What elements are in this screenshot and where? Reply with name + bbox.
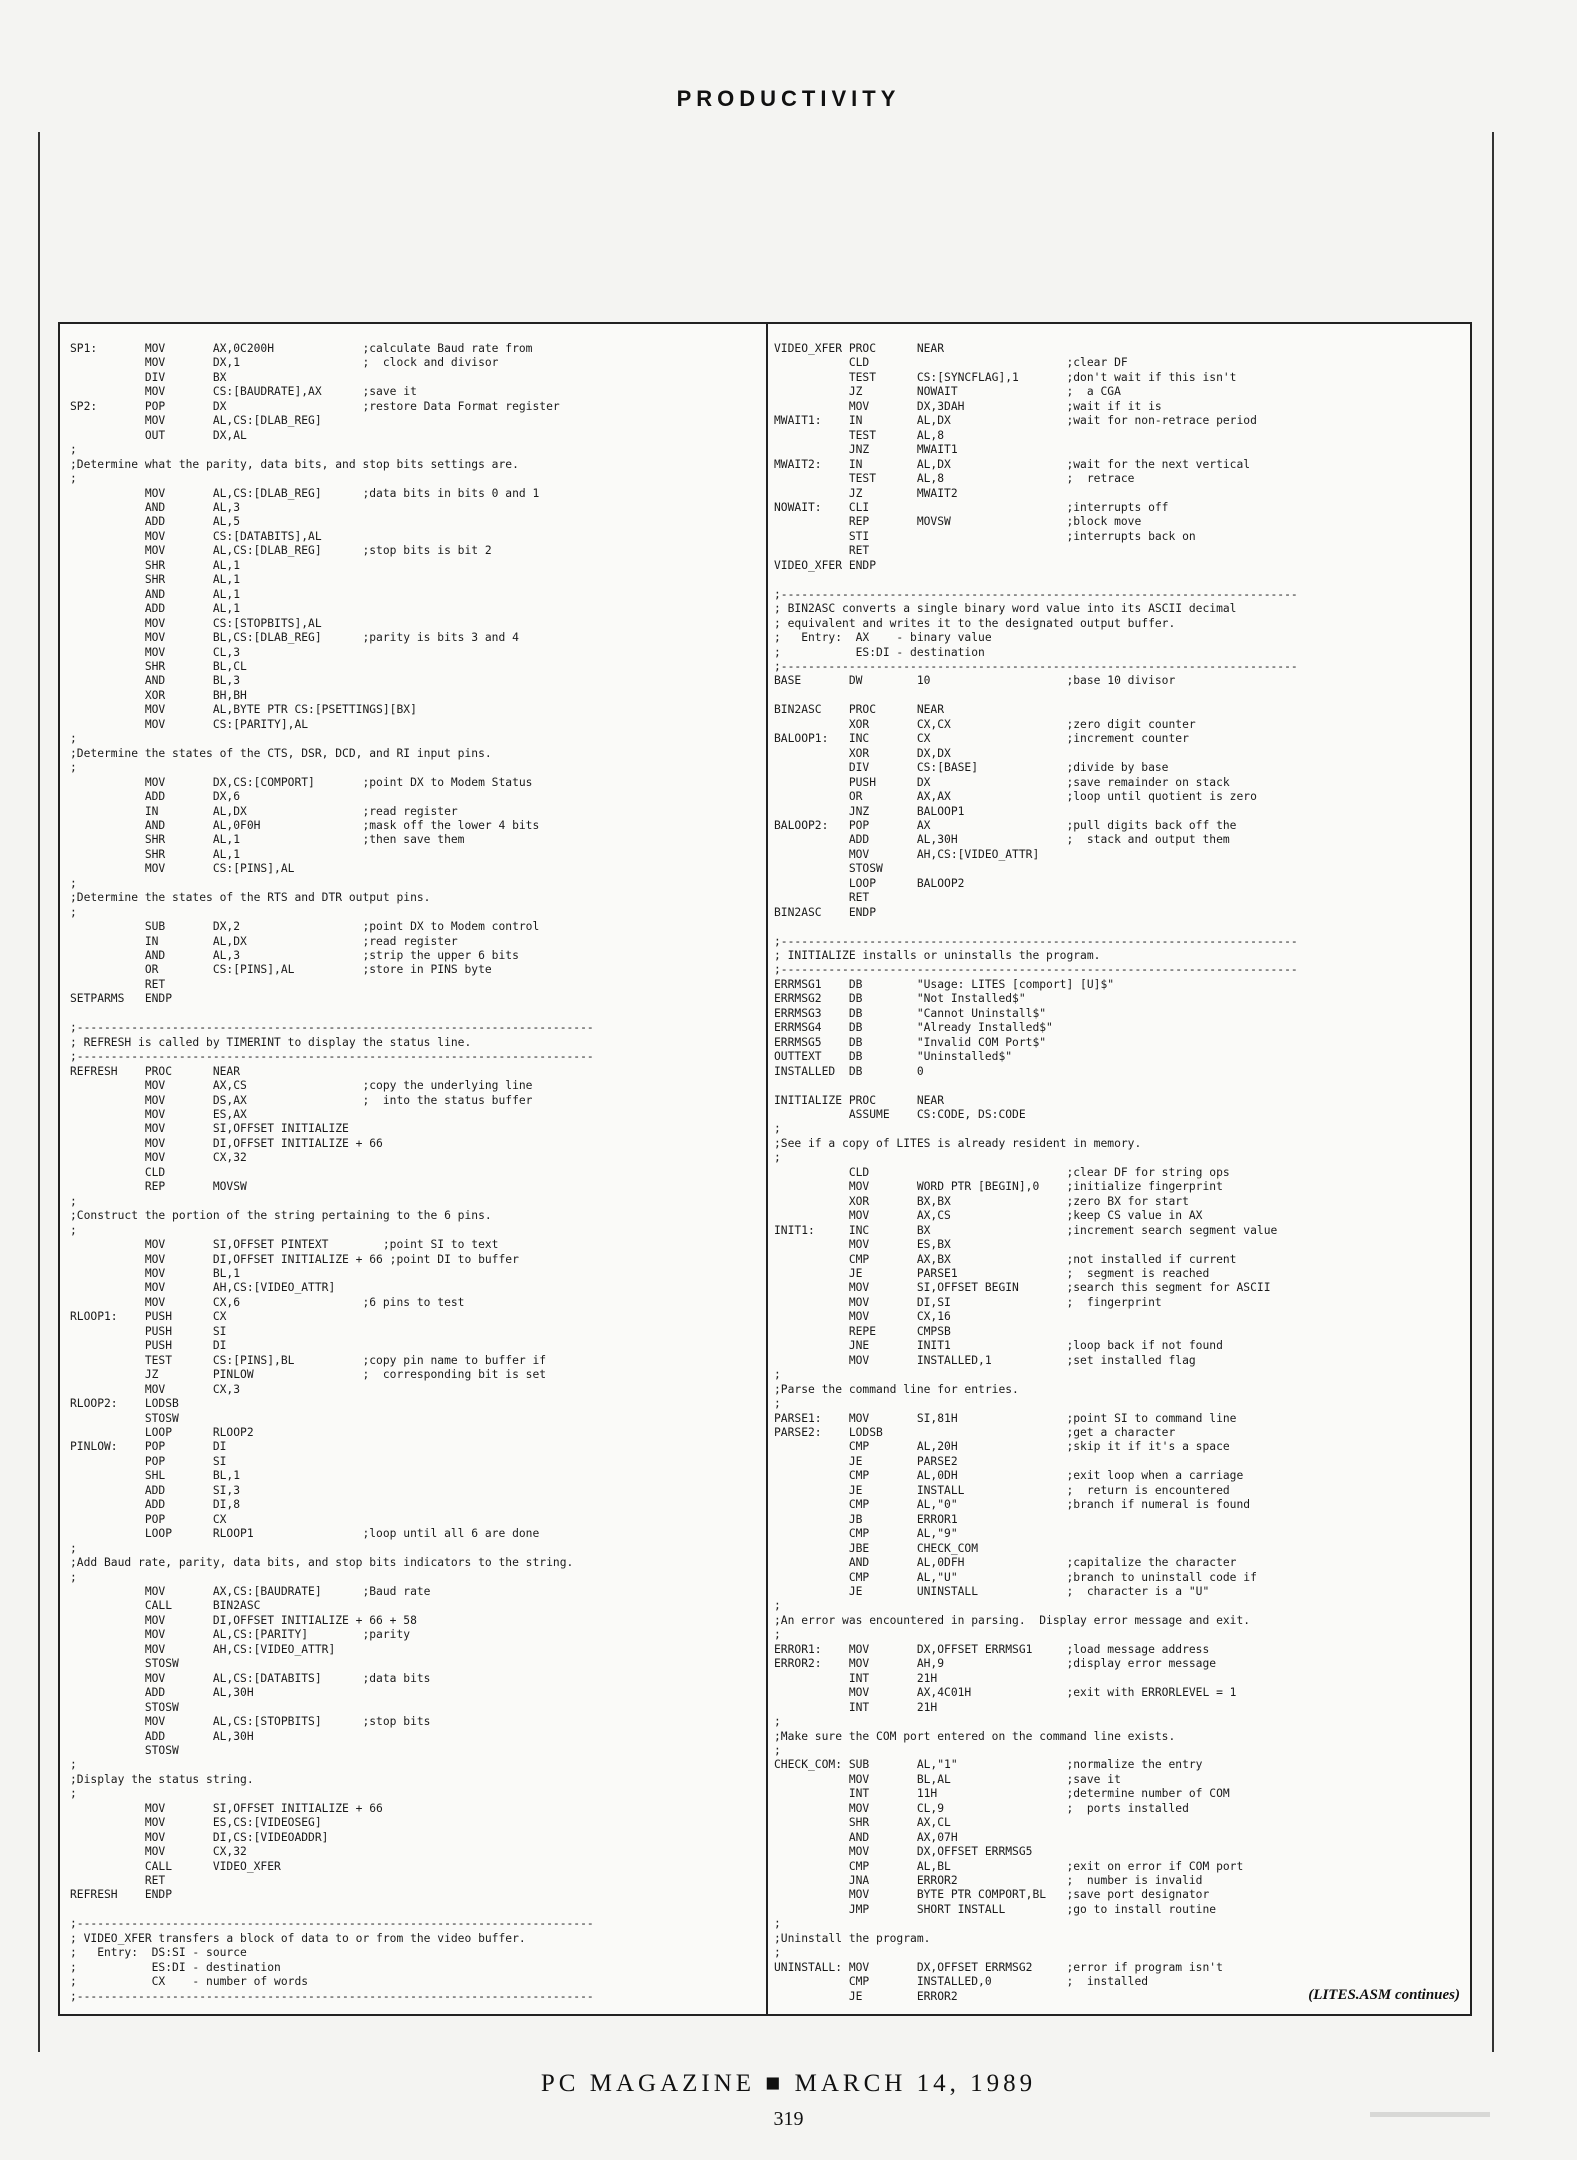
section-header: PRODUCTIVITY bbox=[676, 86, 901, 111]
assembly-code-right: VIDEO_XFER PROC NEAR CLD ;clear DF TEST CS:[SYNCFLAG],1 ;don't wait if this isn't JZ NOWAIT ; a CGA MOV DX,3DAH ;wait if it is MWAIT1: IN AL,DX ;wait for non-retrace period TEST AL,8 JNZ MWAIT1 MWAIT2: IN AL,DX ;wait for the next vertical TEST AL,8 ; retrace JZ MWAIT2 NOWAIT: CLI ;interrupts off REP MOVSW ;block move STI ;interrupts back on RET VIDEO_XFER ENDP ;---------------------------------------------------------------------------- ; BIN2ASC converts a single binary word value into its ASCII decimal ; equivalent and writes it to the designated output buffer. ; Entry: AX - binary value ; ES:DI - destination ;---------------------------------------------------------------------------- BASE DW 10 ;base 10 divisor BIN2ASC PROC NEAR XOR CX,CX ;zero digit counter BALOOP1: INC CX ;increment counter XOR DX,DX DIV CS:[BASE] ;divide by base PUSH DX ;save remainder on stack OR AX,AX ;loop until quotient is zero JNZ BALOOP1 BALOOP2: POP AX ;pull digits back off the ADD AL,30H ; stack and output them MOV AH,CS:[VIDEO_ATTR] STOSW LOOP BALOOP2 RET BIN2ASC ENDP ;---------------------------------------------------------------------------- ; INITIALIZE installs or uninstalls the program. ;---------------------------------------------------------------------------- ERRMSG1 DB "Usage: LITES [comport] [U]$" ERRMSG2 DB "Not Installed$" ERRMSG3 DB "Cannot Uninstall$" ERRMSG4 DB "Already Installed$" ERRMSG5 DB "Invalid COM Port$" OUTTEXT DB "Uninstalled$" INSTALLED DB 0 INITIALIZE PROC NEAR ASSUME CS:CODE, DS:CODE ; ;See if a copy of LITES is already resident in memory. ; CLD ;clear DF for string ops MOV WORD PTR [BEGIN],0 ;initialize fingerprint XOR BX,BX ;zero BX for start MOV AX,CS ;keep CS value in AX INIT1: INC BX ;increment search segment value MOV ES,BX CMP AX,BX ;not installed if current JE PARSE1 ; segment is reached MOV SI,OFFSET BEGIN ;search this segment for ASCII MOV DI,SI ; fingerprint MOV CX,16 REPE CMPSB JNE INIT1 ;loop back if not found MOV INSTALLED,1 ;set installed flag ; ;Parse the command line for entries. ; PARSE1: MOV SI,81H ;point SI to command line PARSE2: LODSB ;get a character CMP AL,20H ;skip it if it's a space JE PARSE2 CMP AL,0DH ;exit loop when a carriage JE INSTALL ; return is encountered CMP AL,"0" ;branch if numeral is found JB ERROR1 CMP AL,"9" JBE CHECK_COM AND AL,0DFH ;capitalize the character CMP AL,"U" ;branch to uninstall code if JE UNINSTALL ; character is a "U" ; ;An error was encountered in parsing. Display error message and exit. ; ERROR1: MOV DX,OFFSET ERRMSG1 ;load message address ERROR2: MOV AH,9 ;display error message INT 21H MOV AX,4C01H ;exit with ERRORLEVEL = 1 INT 21H ; ;Make sure the COM port entered on the command line exists. ; CHECK_COM: SUB AL,"1" ;normalize the entry MOV BL,AL ;save it INT 11H ;determine number of COM MOV CL,9 ; ports installed SHR AX,CL AND AX,07H MOV DX,OFFSET ERRMSG5 CMP AL,BL ;exit on error if COM port JNA ERROR2 ; number is invalid MOV BYTE PTR COMPORT,BL ;save port designator JMP SHORT INSTALL ;go to install routine ; ;Uninstall the program. ; UNINSTALL: MOV DX,OFFSET ERRMSG2 ;error if program isn't CMP INSTALLED,0 ; installed JE ERROR2 bbox=[774, 342, 1298, 2003]
assembly-code-left: SP1: MOV AX,0C200H ;calculate Baud rate from MOV DX,1 ; clock and divisor DIV BX MOV CS:[BAUDRATE],AX ;save it SP2: POP DX ;restore Data Format register MOV AL,CS:[DLAB_REG] OUT DX,AL ; ;Determine what the parity, data bits, and stop bits settings are. ; MOV AL,CS:[DLAB_REG] ;data bits in bits 0 and 1 AND AL,3 ADD AL,5 MOV CS:[DATABITS],AL MOV AL,CS:[DLAB_REG] ;stop bits is bit 2 SHR AL,1 SHR AL,1 AND AL,1 ADD AL,1 MOV CS:[STOPBITS],AL MOV BL,CS:[DLAB_REG] ;parity is bits 3 and 4 MOV CL,3 SHR BL,CL AND BL,3 XOR BH,BH MOV AL,BYTE PTR CS:[PSETTINGS][BX] MOV CS:[PARITY],AL ; ;Determine the states of the CTS, DSR, DCD, and RI input pins. ; MOV DX,CS:[COMPORT] ;point DX to Modem Status ADD DX,6 IN AL,DX ;read register AND AL,0F0H ;mask off the lower 4 bits SHR AL,1 ;then save them SHR AL,1 MOV CS:[PINS],AL ; ;Determine the states of the RTS and DTR output pins. ; SUB DX,2 ;point DX to Modem control IN AL,DX ;read register AND AL,3 ;strip the upper 6 bits OR CS:[PINS],AL ;store in PINS byte RET SETPARMS ENDP ;---------------------------------------------------------------------------- ; REFRESH is called by TIMERINT to display the status line. ;---------------------------------------------------------------------------- REFRESH PROC NEAR MOV AX,CS ;copy the underlying line MOV DS,AX ; into the status buffer MOV ES,AX MOV SI,OFFSET INITIALIZE MOV DI,OFFSET INITIALIZE + 66 MOV CX,32 CLD REP MOVSW ; ;Construct the portion of the string pertaining to the 6 pins. ; MOV SI,OFFSET PINTEXT ;point SI to text MOV DI,OFFSET INITIALIZE + 66 ;point DI to buffer MOV BL,1 MOV AH,CS:[VIDEO_ATTR] MOV CX,6 ;6 pins to test RLOOP1: PUSH CX PUSH SI PUSH DI TEST CS:[PINS],BL ;copy pin name to buffer if JZ PINLOW ; corresponding bit is set MOV CX,3 RLOOP2: LODSB STOSW LOOP RLOOP2 PINLOW: POP DI POP SI SHL BL,1 ADD SI,3 ADD DI,8 POP CX LOOP RLOOP1 ;loop until all 6 are done ; ;Add Baud rate, parity, data bits, and stop bits indicators to the string. ; MOV AX,CS:[BAUDRATE] ;Baud rate CALL BIN2ASC MOV DI,OFFSET INITIALIZE + 66 + 58 MOV AL,CS:[PARITY] ;parity MOV AH,CS:[VIDEO_ATTR] STOSW MOV AL,CS:[DATABITS] ;data bits ADD AL,30H STOSW MOV AL,CS:[STOPBITS] ;stop bits ADD AL,30H STOSW ; ;Display the status string. ; MOV SI,OFFSET INITIALIZE + 66 MOV ES,CS:[VIDEOSEG] MOV DI,CS:[VIDEOADDR] MOV CX,32 CALL VIDEO_XFER RET REFRESH ENDP ;---------------------------------------------------------------------------- ; VIDEO_XFER transfers a block of data to or from the video buffer. ; Entry: DS:SI - source ; ES:DI - destination ; CX - number of words ;---------------------------------------------------------------------------- bbox=[70, 342, 594, 2003]
page-number: 319 bbox=[773, 2108, 804, 2130]
listing-left-column bbox=[60, 324, 768, 2014]
code-listing bbox=[58, 322, 1472, 2016]
magazine-footer: PC MAGAZINE ■ MARCH 14, 1989 bbox=[540, 2070, 1037, 2097]
continued-note: (LITES.ASM continues) bbox=[1308, 1987, 1460, 2003]
listing-right-column bbox=[768, 324, 1470, 2014]
scan-mark bbox=[1370, 2112, 1490, 2117]
